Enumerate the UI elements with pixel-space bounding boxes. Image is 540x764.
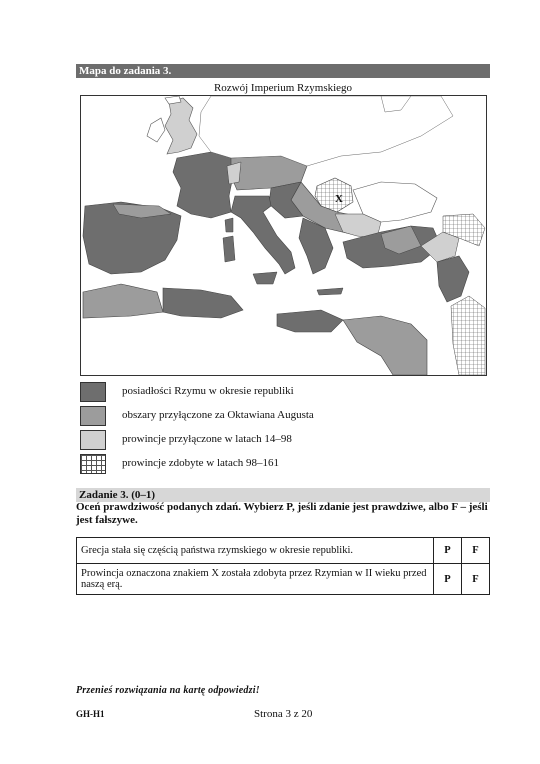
legend-swatch-republic xyxy=(80,382,106,402)
legend-swatch-98-161 xyxy=(80,454,106,474)
legend-label: prowincje przyłączone w latach 14–98 xyxy=(122,433,292,445)
legend-label: prowincje zdobyte w latach 98–161 xyxy=(122,457,280,469)
map-crete xyxy=(317,288,343,295)
answer-p-option[interactable]: P xyxy=(434,538,462,564)
map-title: Rozwój Imperium Rzymskiego xyxy=(213,82,353,94)
map-north-europe xyxy=(199,96,453,166)
page-number: Strona 3 z 20 xyxy=(254,708,313,720)
map-section-header: Mapa do zadania 3. xyxy=(76,64,490,78)
task-header: Zadanie 3. (0–1) xyxy=(76,488,490,502)
statements-table xyxy=(76,537,490,595)
map-africa-province xyxy=(163,288,243,318)
roman-empire-map xyxy=(80,95,487,376)
map-arabia xyxy=(451,296,485,375)
answer-f-option[interactable]: F xyxy=(462,538,490,564)
answer-f-option[interactable]: F xyxy=(462,564,490,595)
map-egypt xyxy=(343,316,427,375)
map-sardinia xyxy=(223,236,235,262)
map-cyrenaica xyxy=(277,310,343,332)
table-row xyxy=(77,564,490,595)
transfer-note: Przenieś rozwiązania na kartę odpowiedzi! xyxy=(76,685,260,696)
answer-p-option[interactable]: P xyxy=(434,564,462,595)
map-mauretania xyxy=(83,284,163,318)
statement-text: Grecja stała się częścią państwa rzymskiego w okresie republiki. xyxy=(77,538,434,564)
map-syria xyxy=(437,256,469,302)
statement-text: Prowincja oznaczona znakiem X została zdobyta przez Rzymian w II wieku przed naszą erą. xyxy=(77,564,434,595)
task-instruction: Oceń prawdziwość podanych zdań. Wybierz P, jeśli zdanie jest prawdziwe, albo F – jeśli jest fałszywe. xyxy=(76,501,488,526)
map-marker-x: X xyxy=(335,193,343,205)
exam-code: GH-H1 xyxy=(76,709,105,719)
legend-label: posiadłości Rzymu w okresie republiki xyxy=(122,385,294,397)
legend-swatch-augustus xyxy=(80,406,106,426)
table-row xyxy=(77,538,490,564)
map-gaul xyxy=(173,152,233,218)
map-sicily xyxy=(253,272,277,284)
map-britain xyxy=(165,98,197,154)
map-corsica xyxy=(225,218,233,232)
map-ireland xyxy=(147,118,165,142)
legend-label: obszary przyłączone za Oktawiana Augusta xyxy=(122,409,314,421)
legend-swatch-14-98 xyxy=(80,430,106,450)
map-germania-wedge xyxy=(227,162,241,184)
